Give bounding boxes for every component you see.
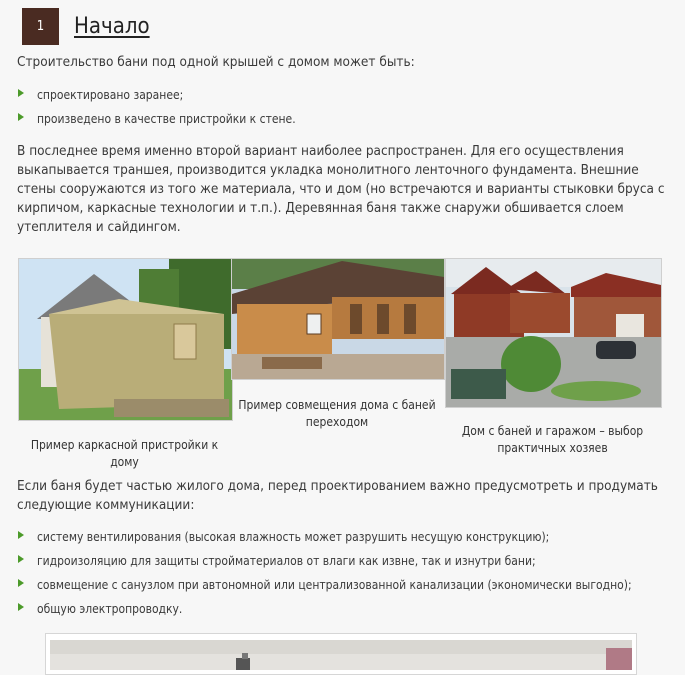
bullet-icon bbox=[18, 113, 24, 121]
photo-garage[interactable] bbox=[445, 258, 662, 408]
bullet-icon bbox=[18, 555, 24, 563]
bullet-icon bbox=[18, 603, 24, 611]
gallery-caption: Дом с баней и гаражом – выбор практичных хозяев bbox=[461, 424, 644, 455]
gallery-caption: Пример каркасной пристройки к дому bbox=[30, 438, 219, 469]
options-list bbox=[17, 85, 296, 133]
list-item bbox=[17, 551, 632, 575]
list-item-text: гидроизоляцию для защиты стройматериалов от влаги как извне, так и изнутри бани; bbox=[37, 554, 536, 568]
gallery-caption: Пример совмещения дома с баней переходом bbox=[238, 398, 436, 429]
bullet-icon bbox=[18, 579, 24, 587]
section-title[interactable]: Начало bbox=[74, 14, 150, 39]
communications-intro: Если баня будет частью жилого дома, перед проектированием важно предусмотреть и продумать следующие коммуникации: bbox=[17, 478, 658, 513]
photo-frame-annex-image bbox=[19, 259, 232, 420]
step-number-badge: 1 bbox=[22, 8, 59, 45]
photo-passage-image bbox=[232, 259, 444, 379]
photo-passage[interactable] bbox=[231, 258, 445, 380]
photo-garage-image bbox=[446, 259, 661, 407]
photo-frame-annex[interactable] bbox=[18, 258, 233, 421]
bullet-icon bbox=[18, 89, 24, 97]
description-paragraph: В последнее время именно второй вариант наиболее распространен. Для его осуществления выкапывается траншея, производится укладка монолитного ленточного фундамента. Внешние стены сооружаются из того же материала, что и дом (но встречаются и варианты стыковки бруса с кирпичом, каркасные технологии и т.п.). Деревянная баня также снаружи обшивается слоем утеплителя и сайдингом. bbox=[17, 143, 665, 235]
list-item bbox=[17, 85, 296, 109]
next-section-photo-image bbox=[46, 634, 636, 670]
list-item-text: спроектировано заранее; bbox=[37, 88, 184, 102]
list-item bbox=[17, 599, 632, 623]
bullet-icon bbox=[18, 531, 24, 539]
list-item-text: совмещение с санузлом при автономной или централизованной канализации (экономически выгодно); bbox=[37, 578, 632, 592]
list-item bbox=[17, 527, 632, 551]
list-item-text: общую электропроводку. bbox=[37, 602, 183, 616]
communications-list bbox=[17, 527, 632, 623]
list-item-text: систему вентилирования (высокая влажность может разрушить несущую конструкцию); bbox=[37, 530, 550, 544]
intro-text: Строительство бани под одной крышей с домом может быть: bbox=[17, 54, 415, 70]
list-item bbox=[17, 109, 296, 133]
list-item-text: произведено в качестве пристройки к стене. bbox=[37, 112, 296, 126]
list-item bbox=[17, 575, 632, 599]
